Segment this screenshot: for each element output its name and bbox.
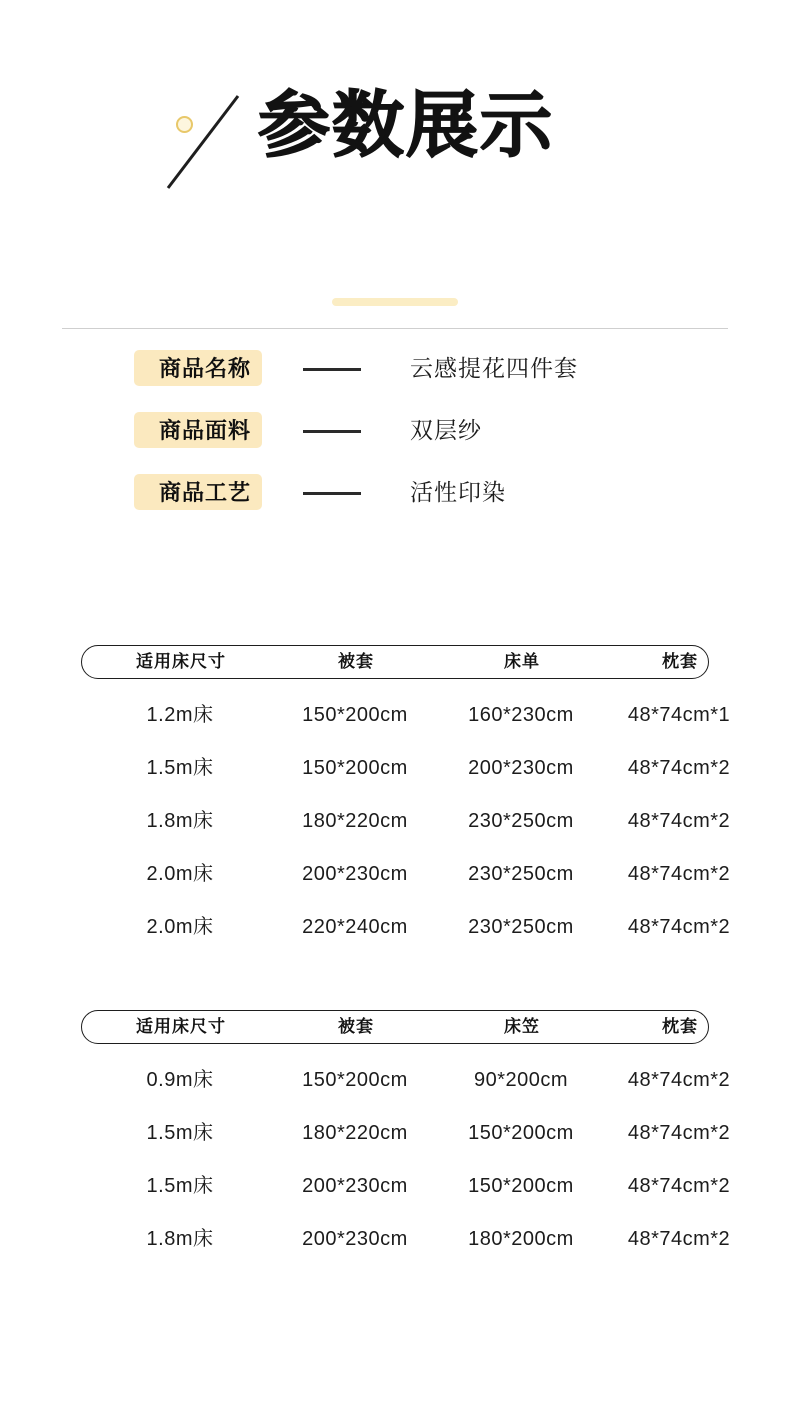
cell-duvet-cover: 150*200cm: [302, 1069, 408, 1091]
cell-duvet-cover: 200*230cm: [302, 863, 408, 885]
column-header-duvet-cover: 被套: [338, 652, 374, 671]
cell-fitted-sheet: 180*200cm: [468, 1228, 574, 1250]
spec-value: 活性印染: [410, 479, 506, 505]
column-header-duvet-cover: 被套: [338, 1017, 374, 1036]
spec-value: 云感提花四件套: [410, 355, 578, 381]
column-header-bed-sheet: 床单: [504, 652, 540, 671]
cell-bed-sheet: 230*250cm: [468, 916, 574, 938]
cell-duvet-cover: 220*240cm: [302, 916, 408, 938]
page-header: [0, 80, 790, 210]
cell-bed-sheet: 230*250cm: [468, 863, 574, 885]
cell-bed-size: 2.0m床: [146, 916, 214, 938]
cell-bed-size: 2.0m床: [146, 863, 214, 885]
cell-pillowcase: 48*74cm*1: [627, 704, 731, 726]
size-table-fitted-sheet: [0, 1010, 790, 1266]
header-decoration: [160, 92, 250, 192]
cell-fitted-sheet: 150*200cm: [468, 1175, 574, 1197]
cell-pillowcase: 48*74cm*2: [627, 916, 731, 938]
cell-bed-sheet: 230*250cm: [468, 810, 574, 832]
cell-duvet-cover: 200*230cm: [302, 1175, 408, 1197]
cell-pillowcase: 48*74cm*2: [627, 757, 731, 779]
table-row: [81, 1160, 731, 1213]
cell-duvet-cover: 180*220cm: [302, 1122, 408, 1144]
page-title: 参数展示: [258, 83, 555, 167]
column-header-bed-size: 适用床尺寸: [136, 1017, 226, 1036]
spec-row-craft: [0, 474, 790, 536]
cell-duvet-cover: 150*200cm: [302, 704, 408, 726]
spec-row-fabric: [0, 412, 790, 474]
title-underline: [332, 298, 458, 306]
column-header-bed-size: 适用床尺寸: [136, 652, 226, 671]
cell-pillowcase: 48*74cm*2: [627, 1175, 731, 1197]
table-header-row: [81, 1010, 709, 1044]
cell-pillowcase: 48*74cm*2: [627, 863, 731, 885]
cell-pillowcase: 48*74cm*2: [627, 810, 731, 832]
spec-label: 商品工艺: [158, 480, 251, 505]
cell-fitted-sheet: 150*200cm: [468, 1122, 574, 1144]
column-header-pillowcase: 枕套: [662, 1017, 698, 1036]
cell-bed-size: 1.5m床: [146, 757, 214, 779]
cell-bed-size: 1.5m床: [146, 1175, 214, 1197]
product-spec-list: [0, 350, 790, 536]
table-header-row: [81, 645, 709, 679]
spec-label: 商品面料: [158, 418, 251, 443]
cell-duvet-cover: 180*220cm: [302, 810, 408, 832]
cell-bed-sheet: 200*230cm: [468, 757, 574, 779]
table-row: [81, 848, 731, 901]
cell-bed-size: 1.8m床: [146, 810, 214, 832]
slash-line-icon: [160, 92, 250, 192]
cell-fitted-sheet: 90*200cm: [473, 1069, 569, 1091]
cell-pillowcase: 48*74cm*2: [627, 1122, 731, 1144]
table-row: [81, 795, 731, 848]
table-row: [81, 742, 731, 795]
cell-duvet-cover: 150*200cm: [302, 757, 408, 779]
cell-bed-size: 0.9m床: [146, 1069, 214, 1091]
table-row: [81, 1054, 731, 1107]
spec-dash-icon: [303, 492, 361, 495]
cell-pillowcase: 48*74cm*2: [627, 1069, 731, 1091]
column-header-fitted-sheet: 床笠: [504, 1017, 540, 1036]
table-body: [81, 679, 731, 954]
cell-bed-size: 1.2m床: [146, 704, 214, 726]
table-row: [81, 1107, 731, 1160]
cell-bed-sheet: 160*230cm: [468, 704, 574, 726]
table-row: [81, 1213, 731, 1266]
cell-pillowcase: 48*74cm*2: [627, 1228, 731, 1250]
cell-bed-size: 1.5m床: [146, 1122, 214, 1144]
spec-label: 商品名称: [158, 356, 251, 381]
size-table-bedsheet: [0, 645, 790, 954]
spec-value: 双层纱: [410, 417, 482, 443]
table-row: [81, 689, 731, 742]
spec-dash-icon: [303, 368, 361, 371]
spec-dash-icon: [303, 430, 361, 433]
table-row: [81, 901, 731, 954]
spec-row-name: [0, 350, 790, 412]
cell-duvet-cover: 200*230cm: [302, 1228, 408, 1250]
header-divider: [62, 328, 728, 329]
column-header-pillowcase: 枕套: [662, 652, 698, 671]
table-body: [81, 1044, 731, 1266]
cell-bed-size: 1.8m床: [146, 1228, 214, 1250]
